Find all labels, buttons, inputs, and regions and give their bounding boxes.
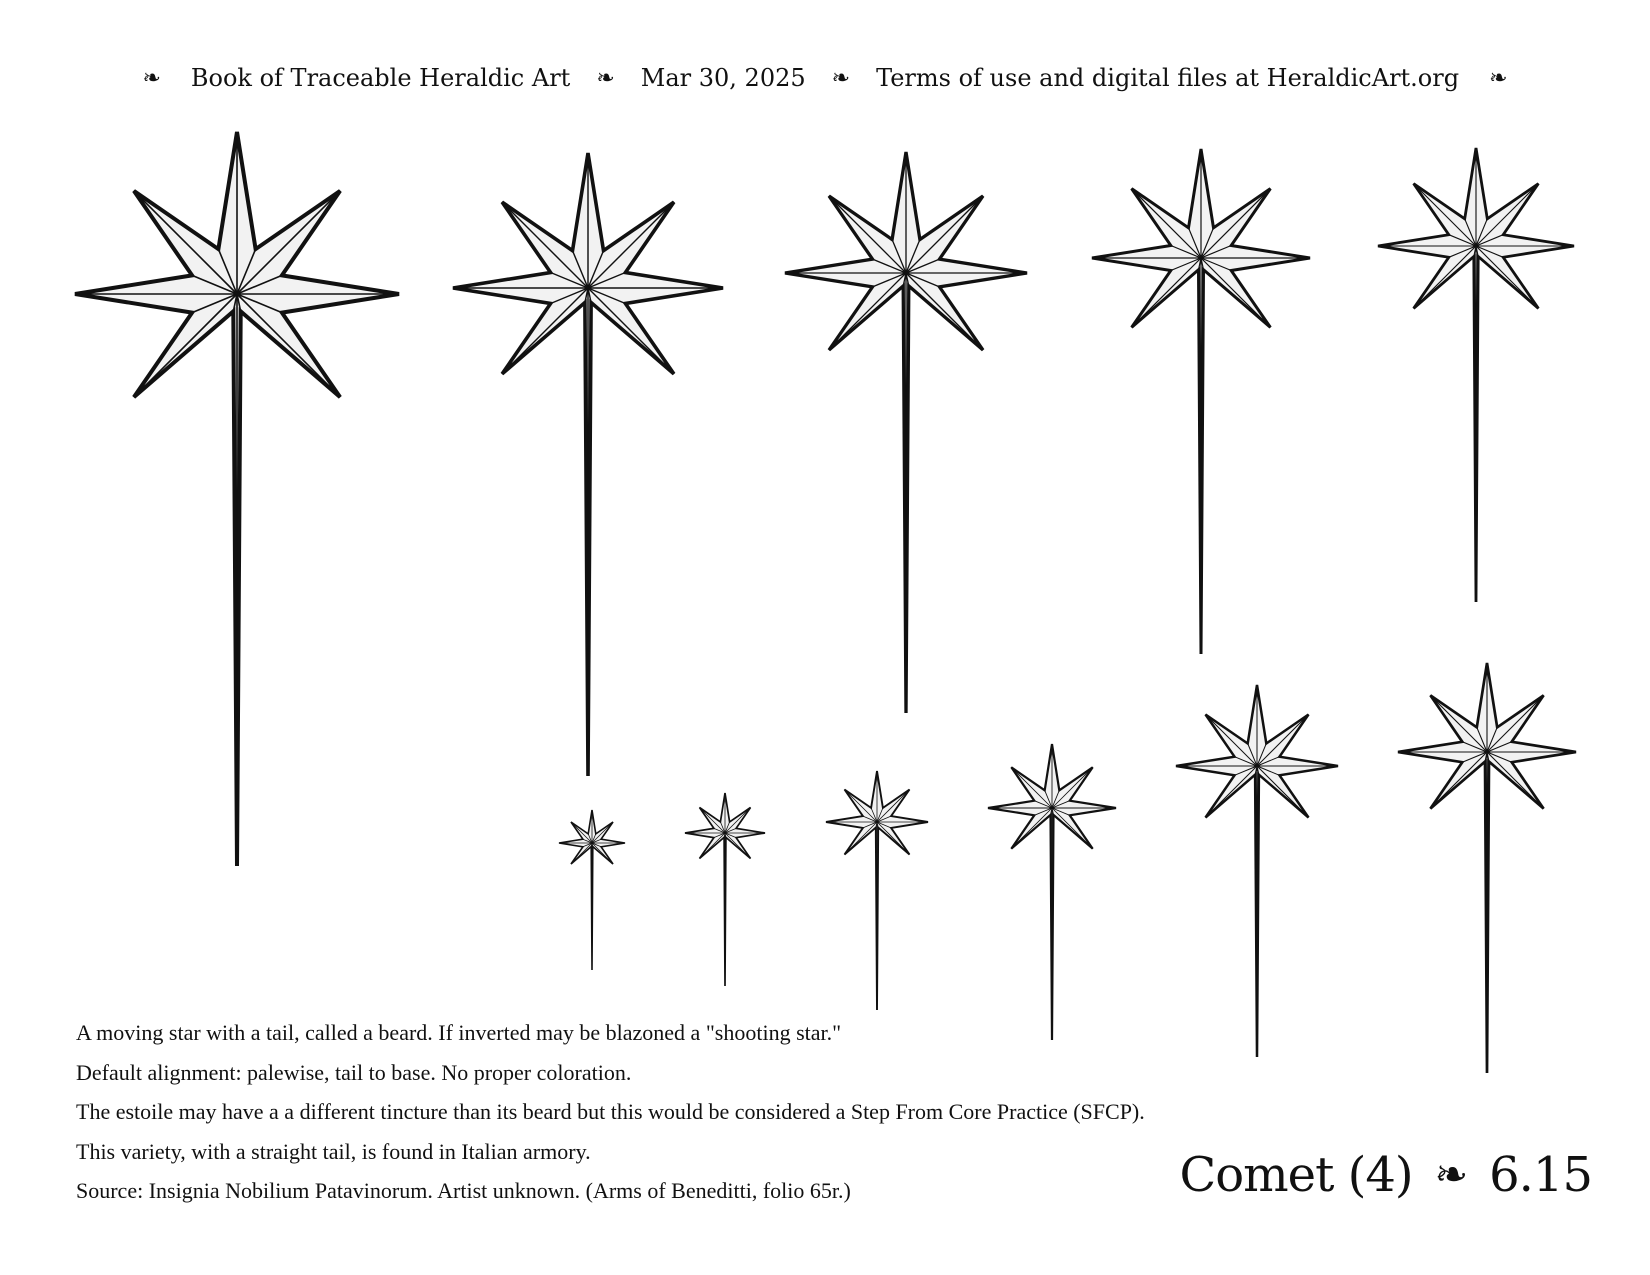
plate-name: Comet (4) xyxy=(1179,1147,1413,1203)
fleuron-icon: ❧ xyxy=(142,65,161,91)
description-line: Source: Insignia Nobilium Patavinorum. Artist unknown. (Arms of Beneditti, folio 65r.) xyxy=(76,1178,851,1203)
publication-date: Mar 30, 2025 xyxy=(640,64,806,92)
plate-label xyxy=(1180,1140,1592,1210)
comet-figure xyxy=(453,153,723,776)
description-line: A moving star with a tail, called a beard. If inverted may be blazoned a "shooting star." xyxy=(76,1020,842,1045)
plate-number: 6.15 xyxy=(1489,1147,1592,1203)
description-line: This variety, with a straight tail, is found in Italian armory. xyxy=(76,1138,591,1164)
comet-figure xyxy=(826,771,928,1010)
fleuron-icon: ❧ xyxy=(596,65,615,91)
comet-figure xyxy=(988,744,1116,1040)
comet-figure xyxy=(685,793,765,986)
description-line: Default alignment: palewise, tail to base. No proper coloration. xyxy=(76,1059,632,1085)
comet-figure xyxy=(1378,148,1574,602)
description-line: The estoile may have a a different tincture than its beard but this would be considered a Step From Core Practice (SFCP). xyxy=(76,1099,1145,1124)
comet-figure xyxy=(559,810,625,970)
fleuron-icon: ❧ xyxy=(1434,1152,1468,1198)
comet-figure xyxy=(1092,149,1310,654)
fleuron-icon: ❧ xyxy=(831,65,851,91)
fleuron-icon: ❧ xyxy=(1489,65,1508,91)
book-title: Book of Traceable Heraldic Art xyxy=(190,64,571,92)
comet-figure xyxy=(1398,663,1576,1073)
terms-link[interactable]: Terms of use and digital files at HeraldicArt.org xyxy=(876,64,1460,92)
comet-figure xyxy=(785,152,1027,713)
comet-figure xyxy=(75,132,399,866)
comet-figure xyxy=(1176,685,1338,1057)
